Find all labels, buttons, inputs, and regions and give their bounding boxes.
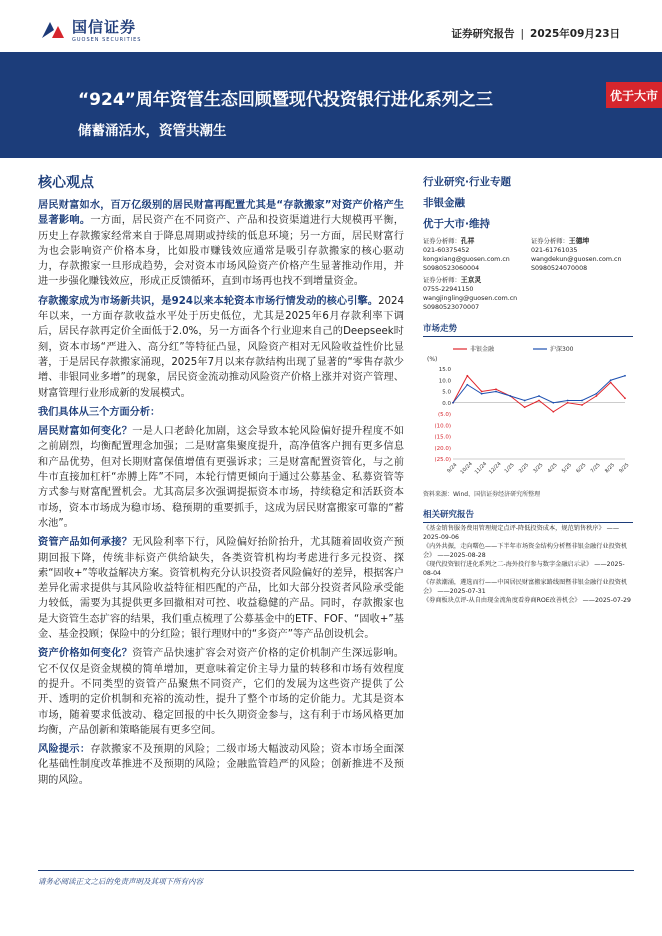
logo-mark-icon	[40, 18, 66, 42]
industry-label: 行业研究·行业专题	[423, 176, 511, 188]
sector-label: 非银金融	[423, 197, 465, 209]
data-point	[567, 400, 569, 402]
related-reports-title: 相关研究报告	[423, 508, 633, 523]
paragraph: 资产价格如何变化？资管产品快速扩容会对资产价格的定价机制产生深远影响。它不仅仅是资金规模的简单增加，更意味着定价主导力量的转移和市场有效程度的提升。不同类型的资管产品聚焦不同资产，它们的发展为这些资产提供了公开、透明的定价机制和充裕的流动性，提升了整个市场的定价能力。尤其是资本市场，随着要求低波动、稳定回报的中长久期资金参与，这有利于市场风格更加均衡，产品创新和策略能展有更多空间。	[38, 648, 404, 736]
analyst-list	[423, 237, 633, 312]
logo-en: GUOSEN SECURITIES	[72, 37, 142, 43]
data-point	[581, 400, 583, 402]
x-tick-label: 9/24	[446, 462, 459, 475]
data-point	[495, 388, 497, 390]
report-meta: 证券研究报告 | 2025年09月23日	[451, 28, 620, 40]
section-title: 核心观点	[38, 175, 94, 191]
x-tick-label: 5/25	[560, 462, 574, 475]
paragraph: 风险提示：存款搬家不及预期的风险；二级市场大幅波动风险；资本市场全面深化基础性制度改革推进不及预期的风险；金融监管趋严的风险；创新推进不及预期的风险。	[38, 744, 404, 786]
report-date: 2025年09月23日	[530, 28, 620, 40]
data-point	[581, 404, 583, 406]
related-report-item[interactable]: 《券商板块点评-从自由现金流角度看券商ROE改善机会》 ——2025-07-29	[423, 597, 631, 604]
x-tick-label: 11/24	[473, 461, 489, 476]
x-tick-label: 1/25	[503, 462, 516, 475]
related-report-item[interactable]: 《内外共振，走向曙色——下半年市场资金结构分析暨非银金融行业投资机会》 ——2025-08-28	[423, 543, 628, 559]
page-header	[0, 0, 662, 52]
footer-divider	[38, 870, 634, 871]
data-point	[466, 384, 468, 386]
market-trend-chart	[423, 341, 633, 487]
data-point	[552, 411, 554, 413]
data-point	[495, 391, 497, 393]
analyst-card: 证券分析师：王京灵 0755-22941150 wangjingling@guosen.com.cn S0980523070007	[423, 276, 518, 311]
x-tick-label: 12/24	[488, 461, 503, 476]
report-title: “924”周年资管生态回顾暨现代投资银行进化系列之三	[78, 90, 493, 110]
data-point	[466, 375, 468, 377]
x-tick-label: 7/25	[589, 462, 602, 475]
y-tick-label: (20.0)	[434, 445, 451, 452]
footer-disclaimer: 请务必阅读正文之后的免责声明及其项下所有内容	[38, 877, 203, 886]
sidebar	[423, 174, 633, 607]
market-trend-svg	[423, 341, 633, 487]
data-point	[552, 402, 554, 404]
related-report-item[interactable]: 《现代投资银行进化系列之二-海外投行参与数字金融启示录》 ——2025-08-04	[423, 561, 625, 577]
x-tick-label: 9/25	[618, 462, 631, 475]
logo-cn: 国信证券	[72, 18, 137, 36]
analyst-card: 证券分析师：孔祥 021-60375452 kongxiang@guosen.com.cn S0980523060004	[423, 237, 510, 272]
data-point	[624, 375, 626, 377]
x-tick-label: 10/24	[459, 461, 474, 476]
title-banner	[0, 52, 662, 158]
x-tick-label: 4/25	[546, 462, 559, 475]
x-tick-label: 6/25	[575, 462, 588, 475]
y-tick-label: 5.0	[442, 389, 451, 396]
paragraph: 居民财富如何变化？一是人口老龄化加剧，这会导致本轮风险偏好提升程度不如之前剧烈，均衡配置理念加强；二是财富集聚度提升，高净值客户拥有更多信息和产品优势，但对长期财富保值增值有更强诉求；三是财富配置资管化，与之前牛市直接加杠杆“赤膊上阵”不同，本轮行情更倾向于通过公募基金、私募资管等方式参与财富配置机会。尤其高层多次强调提振资本市场，持续稳定和活跃资本市场，资本市场成为稳市场、稳预期的重要抓手，这成为居民财富搬家可靠的“蓄水池”。	[38, 426, 404, 529]
market-trend-title: 市场走势	[423, 322, 633, 337]
paragraph: 居民财富如水，百万亿级别的居民财富再配置尤其是“存款搬家”对资产价格产生显著影响。一方面，居民资产在不同资产、产品和投资渠道进行大规模再平衡，历史上存款搬家经常来自于降息周期或持续的低息环境；另一方面，居民财富行为也会影响资产价格本身，比如股市赚钱效应通常是吸引存款搬家的核心驱动力，存款搬家一旦形成趋势，会对资本市场风险资产价格产生显著推动作用，并进一步强化赚钱效应，形成正反馈循环，直到市场再也找不到增量资金。	[38, 200, 404, 288]
x-tick-label: 8/25	[603, 462, 617, 475]
y-axis-label: (%)	[427, 356, 438, 363]
paragraph: 我们具体从三个方面分析：	[38, 406, 161, 418]
y-tick-label: 0.0	[442, 400, 451, 407]
report-type: 证券研究报告	[451, 28, 515, 40]
data-point	[595, 393, 597, 395]
data-point	[481, 393, 483, 395]
chart-source: 资料来源：Wind、国信证券经济研究所整理	[423, 491, 541, 498]
rating-label: 优于大市·维持	[423, 218, 490, 230]
data-point	[610, 382, 612, 384]
series-line	[453, 376, 625, 412]
data-point	[624, 397, 626, 399]
x-tick-label: 3/25	[532, 462, 545, 475]
series-line	[453, 376, 625, 403]
y-tick-label: (5.0)	[437, 412, 451, 418]
analyst-card: 证券分析师：王德坤 021-61761035 wangdekun@guosen.com.cn S0980524070008	[531, 237, 622, 272]
related-report-item[interactable]: 《存款潮涌，遴选而行——中国居民财富搬家路线图暨非银金融行业投资机会》 ——2025-07-31	[423, 579, 628, 595]
legend-label: 沪深300	[550, 346, 574, 353]
data-point	[524, 406, 526, 408]
related-reports	[423, 525, 633, 606]
report-subtitle: 储蓄涌活水，资管共潮生	[78, 123, 227, 139]
core-views	[38, 172, 404, 792]
legend-label: 非银金融	[470, 346, 495, 353]
related-report-item[interactable]: 《基金销售服务费用管理规定点评-降低投资成本，规范销售秩序》 ——2025-09-06	[423, 525, 620, 541]
data-point	[524, 400, 526, 402]
guosen-logo	[40, 16, 141, 43]
paragraph: 存款搬家成为市场新共识，是924以来本轮资本市场行情发动的核心引擎。2024年以来，一方面存款收益水平处于历史低位，尤其是2025年6月存款利率下调后，居民存款再定价全面低于2.0%，另一方面各个行业迎来自己的Deepseek时刻，资本市场“严进入、高分红”等特征凸显，风险资产相对无风险收益性价比显著，于是居民存款搬家涌现，2025年7月以来存款结构出现了显著的“零售存款少增、非银同业多增”的现象，居民资金流动推动风险资产价格上涨并对资产管理、财富管理行业形成新的发展模式。	[38, 295, 404, 399]
data-point	[481, 391, 483, 393]
y-tick-label: (25.0)	[434, 457, 451, 463]
data-point	[567, 402, 569, 404]
paragraph: 资管产品如何承接？无风险利率下行，风险偏好抬阶抬升，尤其随着固收资产预期回报下降，传统非标资产供给缺失，各类资管机构均考虑进行多元投资、探索“固收+”等收益解决方案。资管机构充分认识投资者风险偏好的差异，根据客户差异化需求提供与其风险收益特征相匹配的产品，比如大部分投资者风险承受能力较低，需要为其提供更多回撤相对可控、收益稳健的产品。同时，存款搬家也是大资管生态扩容的结果，我们重点梳理了公募基金中的ETF、FOF、“固收+”基金、基金投顾；保险中的分红险；银行理财中的“多资产”等产品创设机会。	[38, 537, 404, 641]
y-tick-label: (10.0)	[434, 423, 451, 430]
x-tick-label: 2/25	[517, 462, 531, 475]
data-point	[538, 400, 540, 402]
y-tick-label: (15.0)	[434, 434, 451, 441]
y-tick-label: 10.0	[438, 378, 451, 385]
data-point	[538, 395, 540, 397]
data-point	[509, 395, 511, 397]
data-point	[595, 395, 597, 397]
data-point	[610, 379, 612, 381]
rating-badge: 优于大市	[606, 82, 662, 108]
data-point	[452, 402, 454, 404]
y-tick-label: 15.0	[438, 367, 451, 373]
